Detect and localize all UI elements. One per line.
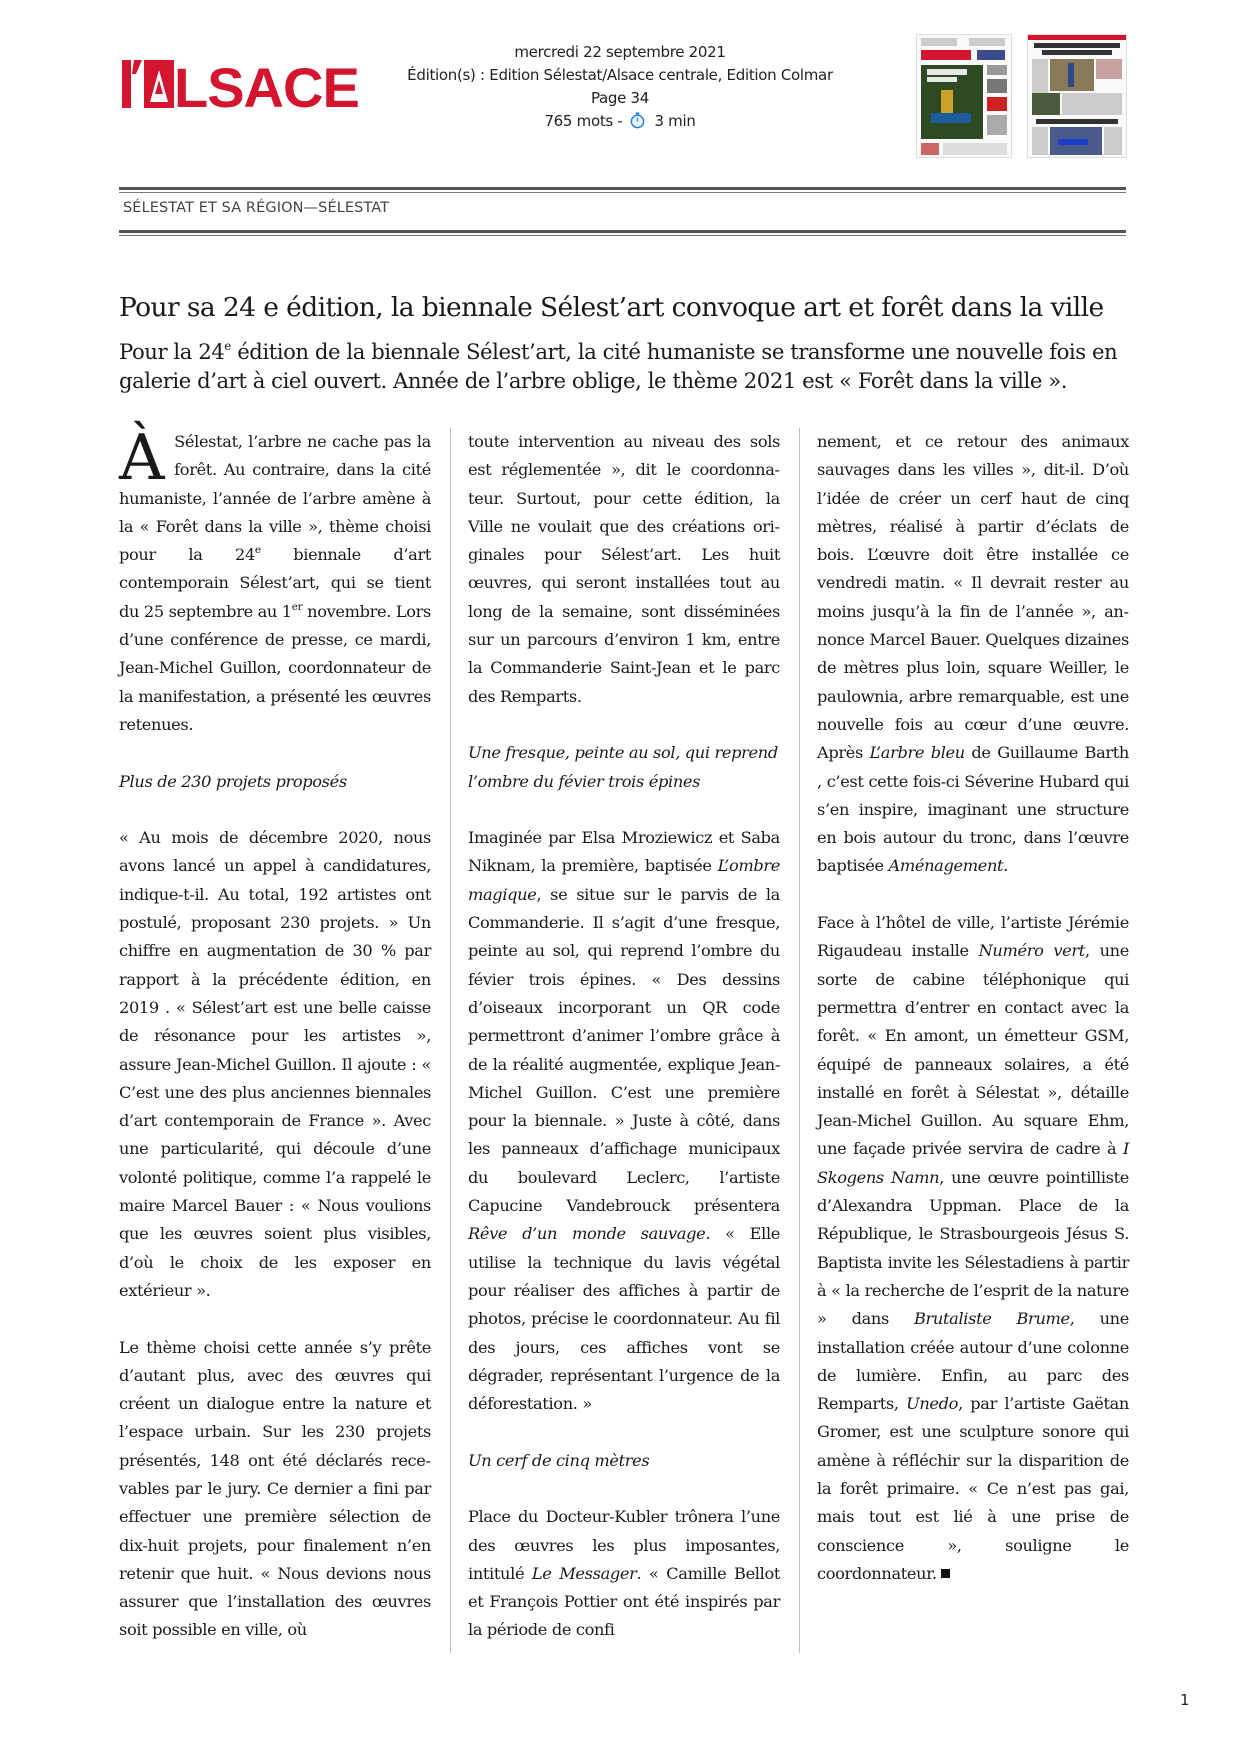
superscript: e <box>254 544 261 557</box>
text-run: . « Camille Bellot et François Pottier ont été inspirés par la période de confi <box>468 1563 780 1640</box>
word-count: 765 mots - <box>544 112 623 130</box>
text-run: , par l’artiste Gaëtan Gromer, est une sculpture sonore qui amène à réfléchir sur la disparition de la forêt primaire. « Ce n’est pas gai, mais tout est lié à une prise de conscience », souligne le coordonnateur. <box>817 1394 1129 1583</box>
text-run: Imaginée par Elsa Mroziewicz et Saba Niknam, la première, baptisée <box>468 828 780 876</box>
artwork-title: L’arbre bleu <box>869 743 965 763</box>
drop-cap: À <box>119 421 165 494</box>
article-headline: Pour sa 24 e édition, la biennale Sélest’art convoque art et forêt dans la ville <box>119 292 1104 323</box>
lede-text: Pour la 24 <box>119 339 225 364</box>
text-run: de Guillaume Barth , c’est cette fois-ci Séverine Hubard qui s’en inspire, imaginant une structure en bois autour du tronc, dans l’œuvre baptisée <box>817 743 1129 876</box>
column-divider <box>799 428 800 1653</box>
article-column-3 <box>817 428 1129 1588</box>
artwork-title: Unedo <box>906 1394 959 1414</box>
artwork-title: Rêve d’un monde sauvage <box>468 1224 706 1244</box>
paragraph <box>468 1503 780 1644</box>
reading-info <box>390 110 850 133</box>
subheading: Un cerf de cinq mètres <box>468 1450 650 1470</box>
text-run: novembre. Lors d’une conférence de presse, ce mardi, Jean-Michel Guillon, coordonnateur de la manifestation, a présenté les œuvres retenues. <box>119 601 431 734</box>
column-divider <box>450 428 451 1653</box>
section-label: SÉLESTAT ET SA RÉGION—SÉLESTAT <box>123 200 390 216</box>
artwork-title: Brutaliste Brume <box>914 1309 1070 1329</box>
text-run: , une œuvre pointilliste d’Alexandra Uppman. Place de la République, le Strasbourgeois Jésus S. Baptista invite les Sélestadiens à partir à « la recherche de l’esprit de la nature » dans <box>817 1167 1129 1329</box>
paragraph-continued <box>817 428 1129 881</box>
editions: Édition(s) : Edition Sélestat/Alsace centrale, Edition Colmar <box>407 66 833 84</box>
artwork-title: L’ombre magique <box>468 856 780 904</box>
page-number: 1 <box>1180 1691 1190 1709</box>
text-run: , se situe sur le parvis de la Commanderie. Il s’agit d’une fresque, peinte au sol, qui reprend l’ombre du févier trois épines. « Des dessins d’oiseaux incorporant un QR code permettront d’animer l’ombre grâce à de la réalité augmentée, explique Jean-Michel Guillon. C’est une première pour la biennale. » Juste à côté, dans les panneaux d’affichage municipaux du boulevard Leclerc, l’artiste Capucine Vandebrouck présentera <box>468 884 780 1216</box>
paragraph-intro <box>119 421 431 739</box>
front-page-thumbnail[interactable] <box>916 34 1012 158</box>
stopwatch-icon <box>629 112 646 129</box>
text-run: , une installation créée autour d’une colonne de lumière. Enfin, au parc des Remparts, <box>817 1309 1129 1414</box>
paragraph <box>468 824 780 1418</box>
section-rule-top <box>119 187 1126 193</box>
lede-superscript: e <box>224 339 231 353</box>
subheading: Une fresque, peinte au sol, qui reprend l’ombre du févier trois épines <box>468 743 778 791</box>
paragraph: « Au mois de décembre 2020, nous avons lancé un appel à candidatures, indique-t-il. Au total, 192 artistes ont postulé, proposant 230 projets. » Un chiffre en augmentation de 30 % par rapport à la précédente édition, en 2019 . « Sélest’art est une belle caisse de résonance pour les artistes », assure Jean-Michel Guillon. Il ajoute : « C’est une des plus anciennes biennales d’art contemporain de France ». Avec une particularité, qui découle d’une volonté politique, comme l’a rappelé le maire Marcel Bauer : « Nous voulions que les œuvres soient plus visibles, d’où le choix de les exposer en extérieur ». <box>119 828 431 1300</box>
text-run: , une sorte de cabine téléphonique qui permettra d’entrer en contact avec la forêt. « En amont, un émetteur GSM, équipé de panneaux solaires, a été installé en forêt à Sélestat », détaille Jean-Michel Guillon. Au square Ehm, une façade privée servira de cadre à <box>817 941 1129 1159</box>
lede-text-continued: édition de la biennale Sélest’art, la cité humaniste se transforme une nouvelle fois en galerie d’art à ciel ouvert. Année de l’arbre oblige, le thème 2021 est « Forêt dans la ville ». <box>119 339 1118 393</box>
article-meta <box>390 41 850 133</box>
text-run: Face à l’hôtel de ville, l’artiste Jérémie Rigaudeau installe <box>817 913 1129 961</box>
text-run: . « Elle utilise la technique du lavis végétal pour réaliser des affiches à partir de photos, précise le coordonnateur. Au fil des jours, ces affiches vont se dégrader, représentant l’urgence de la déforestation. » <box>468 1224 781 1414</box>
article-column-1 <box>119 421 431 1645</box>
subheading: Plus de 230 projets proposés <box>119 771 347 791</box>
text-run: . <box>1003 856 1008 876</box>
page-reference: Page 34 <box>590 89 650 107</box>
article-page-thumbnail[interactable] <box>1027 34 1127 158</box>
lalsace-logo <box>122 58 367 110</box>
section-rule-bottom <box>119 230 1126 236</box>
paragraph <box>817 909 1129 1588</box>
text-run: Sélestat, l’arbre ne cache pas la forêt. Au contraire, dans la cité humaniste, l’année de l’arbre amène à la « Forêt dans la ville », thème choisi pour la 24 <box>119 432 431 565</box>
text-run: biennale d’art contemporain Sélest’art, qui se tient du 25 septembre au 1 <box>119 545 431 621</box>
logo-text: LSACE <box>174 58 359 110</box>
article-column-2 <box>468 428 780 1645</box>
end-of-article-mark <box>941 1569 950 1578</box>
text-run: nement, et ce retour des animaux sauvages dans les villes », dit-il. D’où l’idée de créer un cerf haut de cinq mètres, réalisé à partir d’éclats de bois. L’œuvre doit être installée ce vendredi matin. « Il devrait rester au moins jusqu’à la fin de l’année », annonce Marcel Bauer. Quelques dizaines de mètres plus loin, square Weiller, le paulownia, arbre remarquable, est une nouvelle fois au cœur d’une œuvre. Après <box>817 432 1129 763</box>
read-time: 3 min <box>654 112 696 130</box>
artwork-title: I Skogens Namn <box>817 1139 1129 1187</box>
paragraph: Le thème choisi cette année s’y prête d’autant plus, avec des œuvres qui créent un dialogue entre la nature et l’espace urbain. Sur les 230 projets présentés, 148 ont été déclarés recevables par le jury. Ce dernier a fini par effectuer une première sélection de dix-huit projets, pour finalement n’en retenir que huit. « Nous devions nous assurer que l’installation des œuvres soit possible en ville, où <box>119 1337 431 1640</box>
artwork-title: Aménagement <box>888 856 1004 876</box>
paragraph-continued: toute intervention au niveau des sols est réglementée », dit le coordonnateur. Surtout, pour cette édition, la Ville ne voulait que des créations originales pour Sélest’art. Les huit œuvres, qui seront installées tout au long de la semaine, sont disséminées sur un parcours d’environ 1 km, entre la Commanderie Saint-Jean et le parc des Remparts. <box>468 432 780 706</box>
artwork-title: Le Messager <box>531 1563 637 1583</box>
publication-date: mercredi 22 septembre 2021 <box>514 43 726 61</box>
artwork-title: Numéro vert <box>978 941 1085 961</box>
text-run: Place du Docteur-Kubler trônera l’une des œuvres les plus imposantes, intitulé <box>468 1507 780 1583</box>
superscript: er <box>291 600 303 613</box>
article-lede <box>119 337 1129 395</box>
